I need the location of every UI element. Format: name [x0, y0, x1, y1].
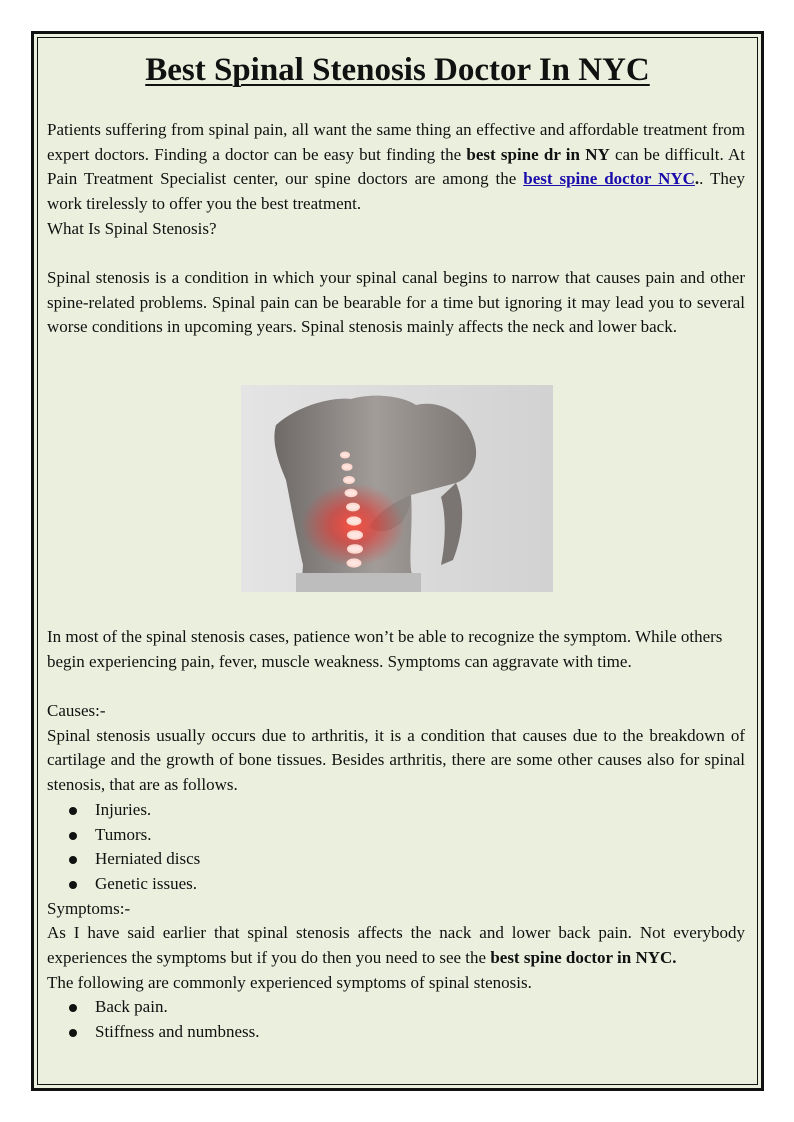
symptoms-bold-keyword: best spine doctor in NYC.	[490, 948, 677, 968]
back-pain-illustration	[241, 385, 553, 592]
list-item: Back pain.	[47, 995, 745, 1020]
back-pain-photo	[241, 385, 553, 592]
intro-paragraph: Patients suffering from spinal pain, all want the same thing an effective and affordable treatment from expert doctors. Finding a doctor can be easy but finding the best spine dr in NY can be difficult. At Pain Treatment Specialist center, our spine doctors are among the best spine doctor NYC.. They work tirelessly to offer you the best treatment.	[47, 120, 745, 214]
causes-paragraph: Spinal stenosis usually occurs due to arthritis, it is a condition that causes due to the breakdown of cartilage and the growth of bone tissues. Besides arthritis, there are some other causes also for spinal stenosis, that are as follows.	[47, 725, 745, 795]
page-title: Best Spinal Stenosis Doctor In NYC	[145, 52, 650, 88]
intro-text-3: . They work tirelessly to offer you the best treatment.	[47, 169, 745, 214]
symptom-intro-section	[47, 625, 745, 674]
symptoms-paragraph: As I have said earlier that spinal stenosis affects the nack and lower back pain. Not everybody experiences the symptoms but if you do then you need to see the best spine doctor in NYC.	[47, 923, 745, 968]
best-spine-doctor-link[interactable]: best spine doctor NYC	[523, 169, 695, 189]
list-item: Herniated discs	[47, 847, 745, 872]
definition-paragraph: Spinal stenosis is a condition in which your spinal canal begins to narrow that causes pain and other spine-related problems. Spinal pain can be bearable for a time but ignoring it may lead you to several worse conditions in upcoming years. Spinal stenosis mainly affects the neck and lower back.	[47, 268, 745, 337]
intro-bold-keyword: best spine dr in NY	[466, 144, 610, 164]
symptoms-heading: Symptoms:-	[47, 898, 131, 918]
intro-text-1: Patients suffering from spinal pain, all want the same thing an effective and affordable treatment from expert doctors. Finding a doctor can be easy but finding the	[47, 120, 745, 164]
symptoms-list	[47, 995, 745, 1044]
symptom-intro-paragraph: In most of the spinal stenosis cases, patience won’t be able to recognize the symptom. While others begin experiencing pain, fever, muscle weakness. Symptoms can aggravate with time.	[47, 627, 723, 671]
list-item: Genetic issues.	[47, 872, 745, 897]
definition-section	[47, 266, 745, 340]
page-frame	[31, 31, 764, 1091]
symptoms-list-intro: The following are commonly experienced symptoms of spinal stenosis.	[47, 972, 532, 992]
causes-section	[47, 699, 745, 1045]
question-heading: What Is Spinal Stenosis?	[47, 218, 217, 238]
list-item: Stiffness and numbness.	[47, 1020, 745, 1045]
causes-heading: Causes:-	[47, 701, 106, 720]
list-item: Tumors.	[47, 823, 745, 848]
intro-text-2: can be difficult. At Pain Treatment Specialist center, our spine doctors are among the	[47, 144, 745, 189]
causes-list	[47, 798, 745, 897]
list-item: Injuries.	[47, 798, 745, 823]
intro-section	[47, 118, 745, 242]
